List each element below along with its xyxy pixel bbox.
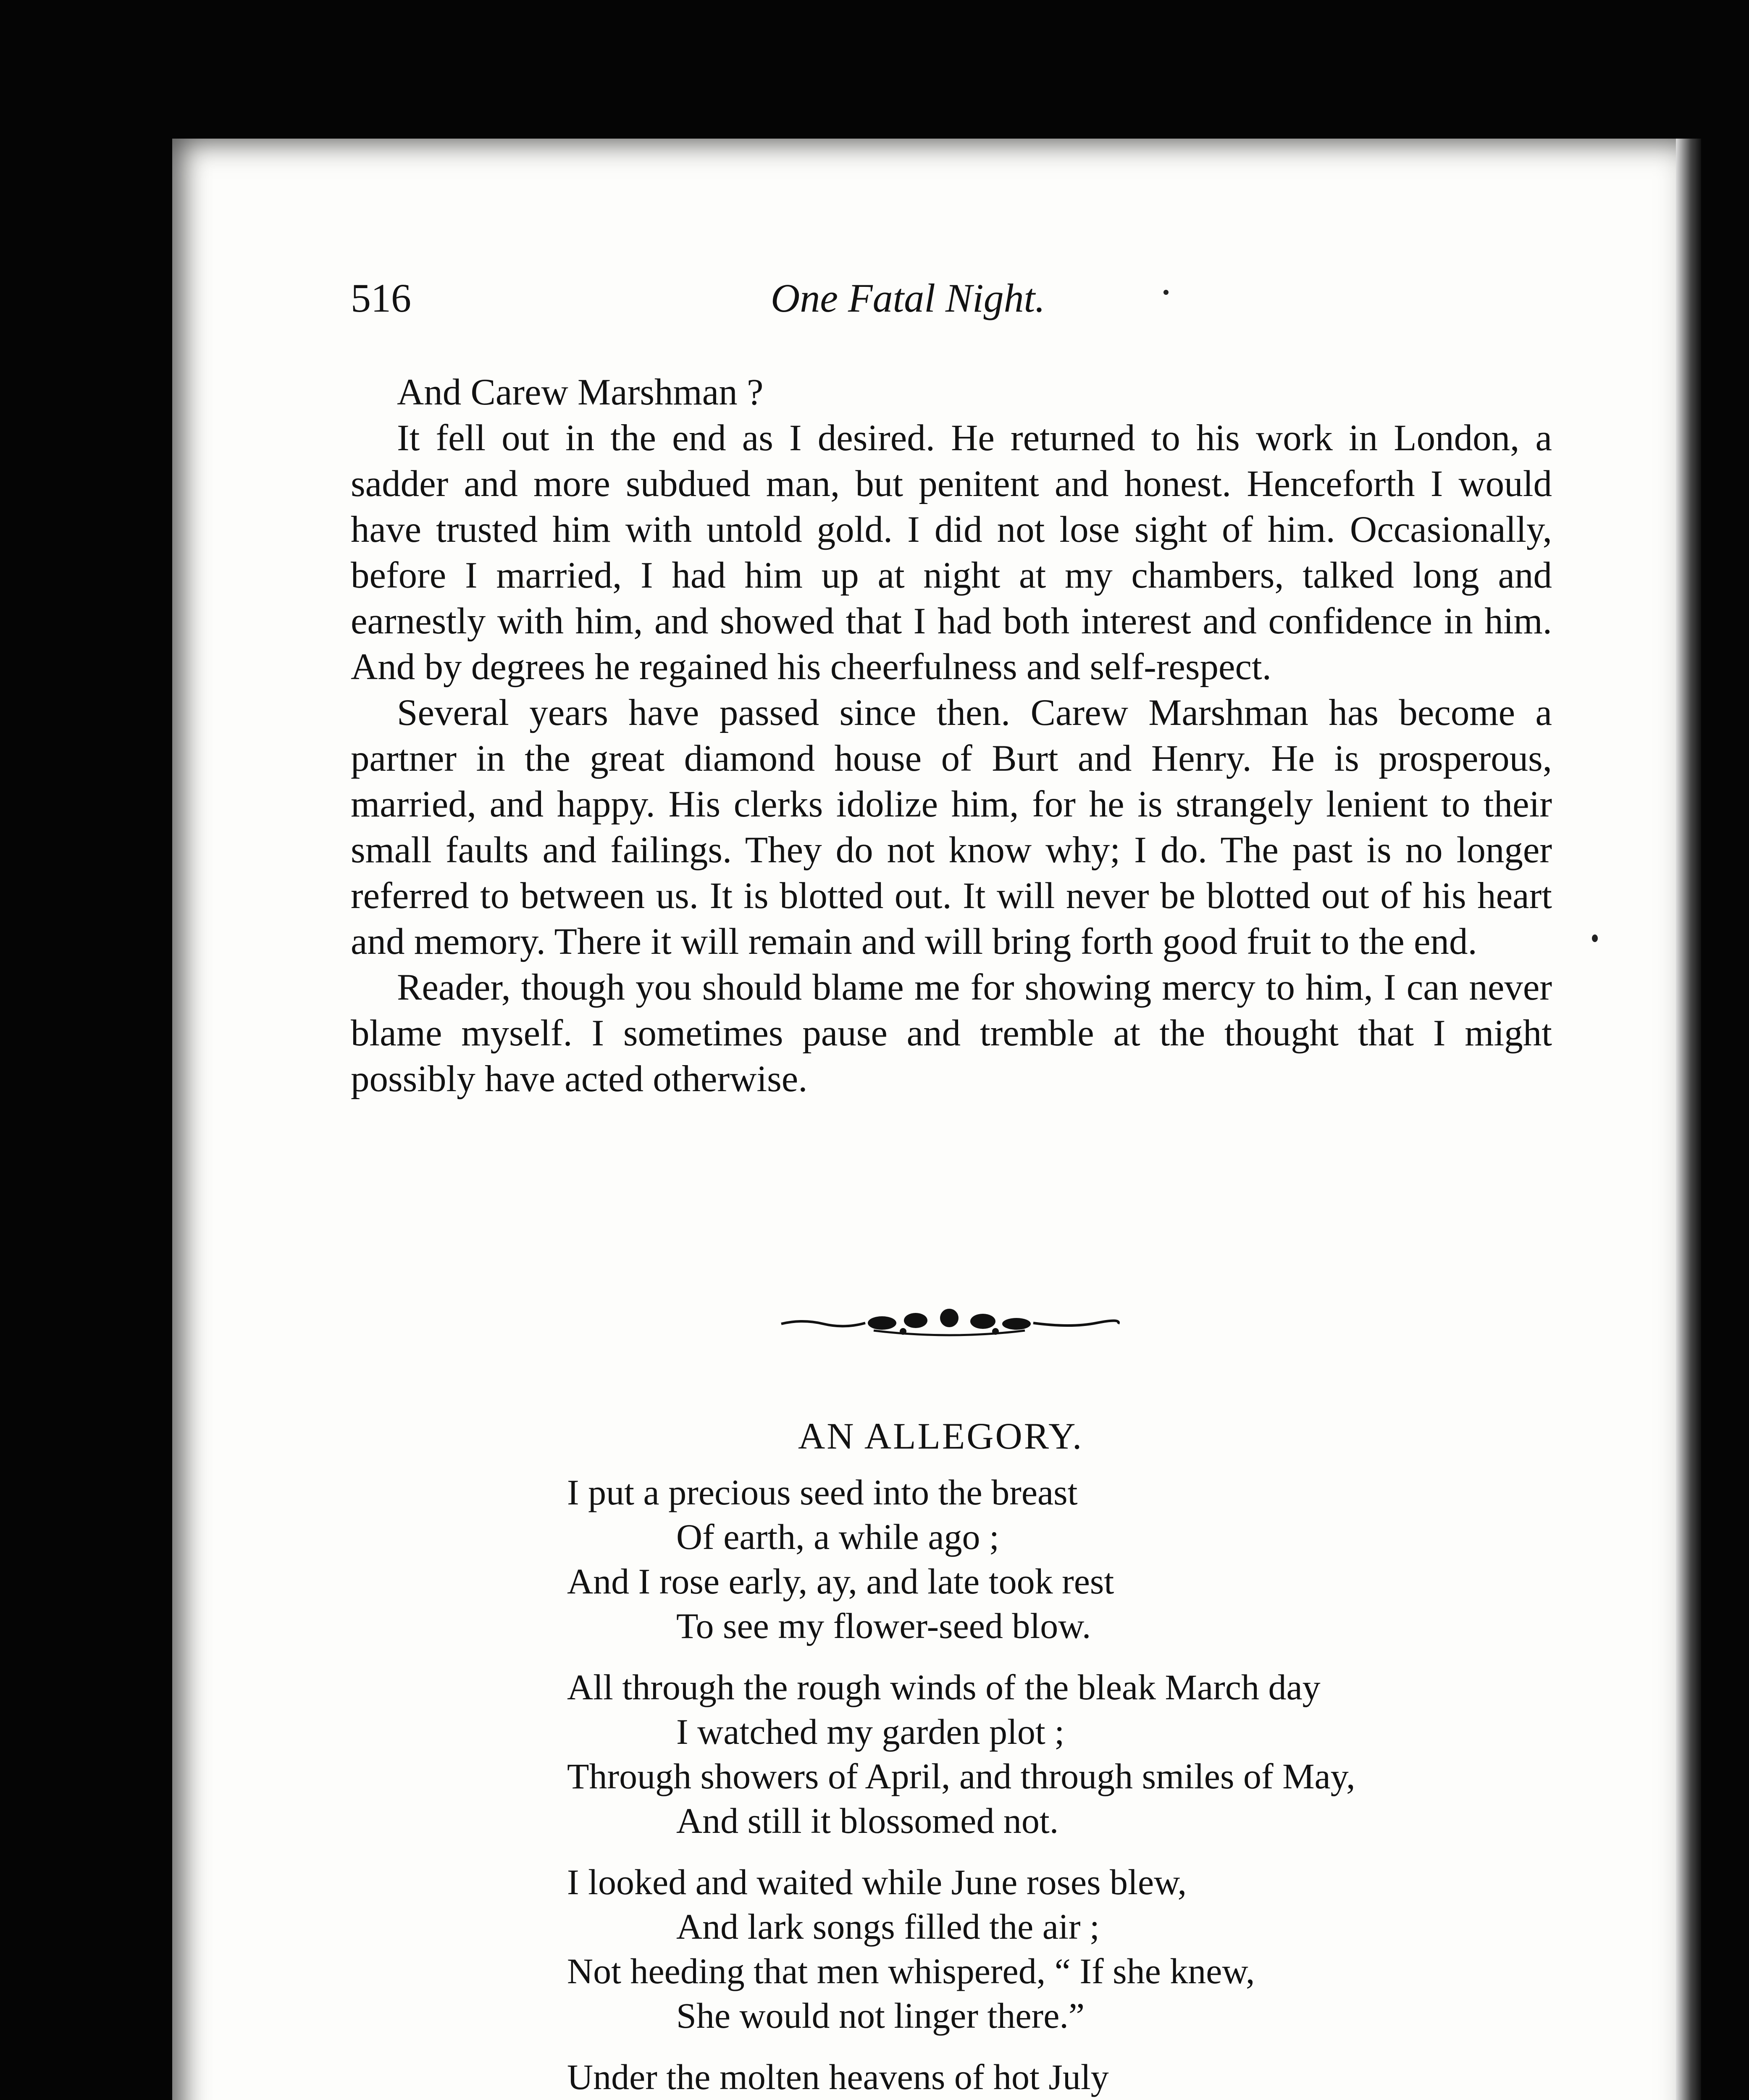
poem-line: Under the molten heavens of hot July	[567, 2057, 1109, 2097]
stanza	[567, 1860, 1575, 2038]
decorative-ornament	[777, 1306, 1121, 1340]
stanza	[567, 2055, 1575, 2100]
paragraph: And Carew Marshman ?	[397, 372, 764, 413]
poem-line: Not heeding that men whispered, “ If she knew,	[567, 1951, 1255, 1991]
book-edge	[1676, 139, 1701, 2100]
paragraph: Several years have passed since then. Carew Marshman has become a partner in the great diamond house of Burt and Henry. He is prosperous, married, and happy. His clerks idolize him, for he is strangely lenient to their small faults and failings. They do not know why; I do. The past is no longer referred to between us. It is blotted out. It will never be blotted out of his heart and memory. There it will remain and will bring forth good fruit to the end.	[351, 692, 1552, 962]
poem-body	[567, 1470, 1575, 2100]
poem-line: I looked and waited while June roses blew,	[567, 1862, 1187, 1902]
page-number: 516	[351, 276, 411, 320]
poem-line: I put a precious seed into the breast	[567, 1472, 1078, 1512]
poem-line: And I rose early, ay, and late took rest	[567, 1561, 1114, 1601]
paragraph: Reader, though you should blame me for showing mercy to him, I can never blame myself. I sometimes pause and tremble at the thought that I might possibly have acted otherwise.	[351, 967, 1552, 1100]
stanza	[567, 1665, 1575, 1843]
poem-line: She would not linger there.”	[676, 1995, 1085, 2036]
poem-title: AN ALLEGORY.	[798, 1416, 1084, 1457]
poem-line: I watched my garden plot ;	[676, 1712, 1065, 1752]
paragraph: It fell out in the end as I desired. He returned to his work in London, a sadder and more subdued man, but penitent and honest. Henceforth I would have trusted him with untold gold. I did not lose sight of him. Occasionally, before I married, I had him up at night at my chambers, talked long and earnestly with him, and showed that I had both interest and confidence in him. And by degrees he regained his cheerfulness and self-respect.	[351, 417, 1552, 688]
poem-line: To see my flower-seed blow.	[676, 1606, 1091, 1646]
page-header	[351, 269, 1149, 328]
poem-line: All through the rough winds of the bleak March day	[567, 1667, 1321, 1707]
running-title: One Fatal Night.	[771, 276, 1045, 320]
prose-body	[351, 370, 1552, 1102]
poem-line: Through showers of April, and through smiles of May,	[567, 1756, 1355, 1796]
poem-line: And lark songs filled the air ;	[676, 1906, 1100, 1947]
poem-line: And still it blossomed not.	[676, 1801, 1059, 1841]
stanza	[567, 1470, 1575, 1648]
poem-line: Of earth, a while ago ;	[676, 1517, 999, 1557]
